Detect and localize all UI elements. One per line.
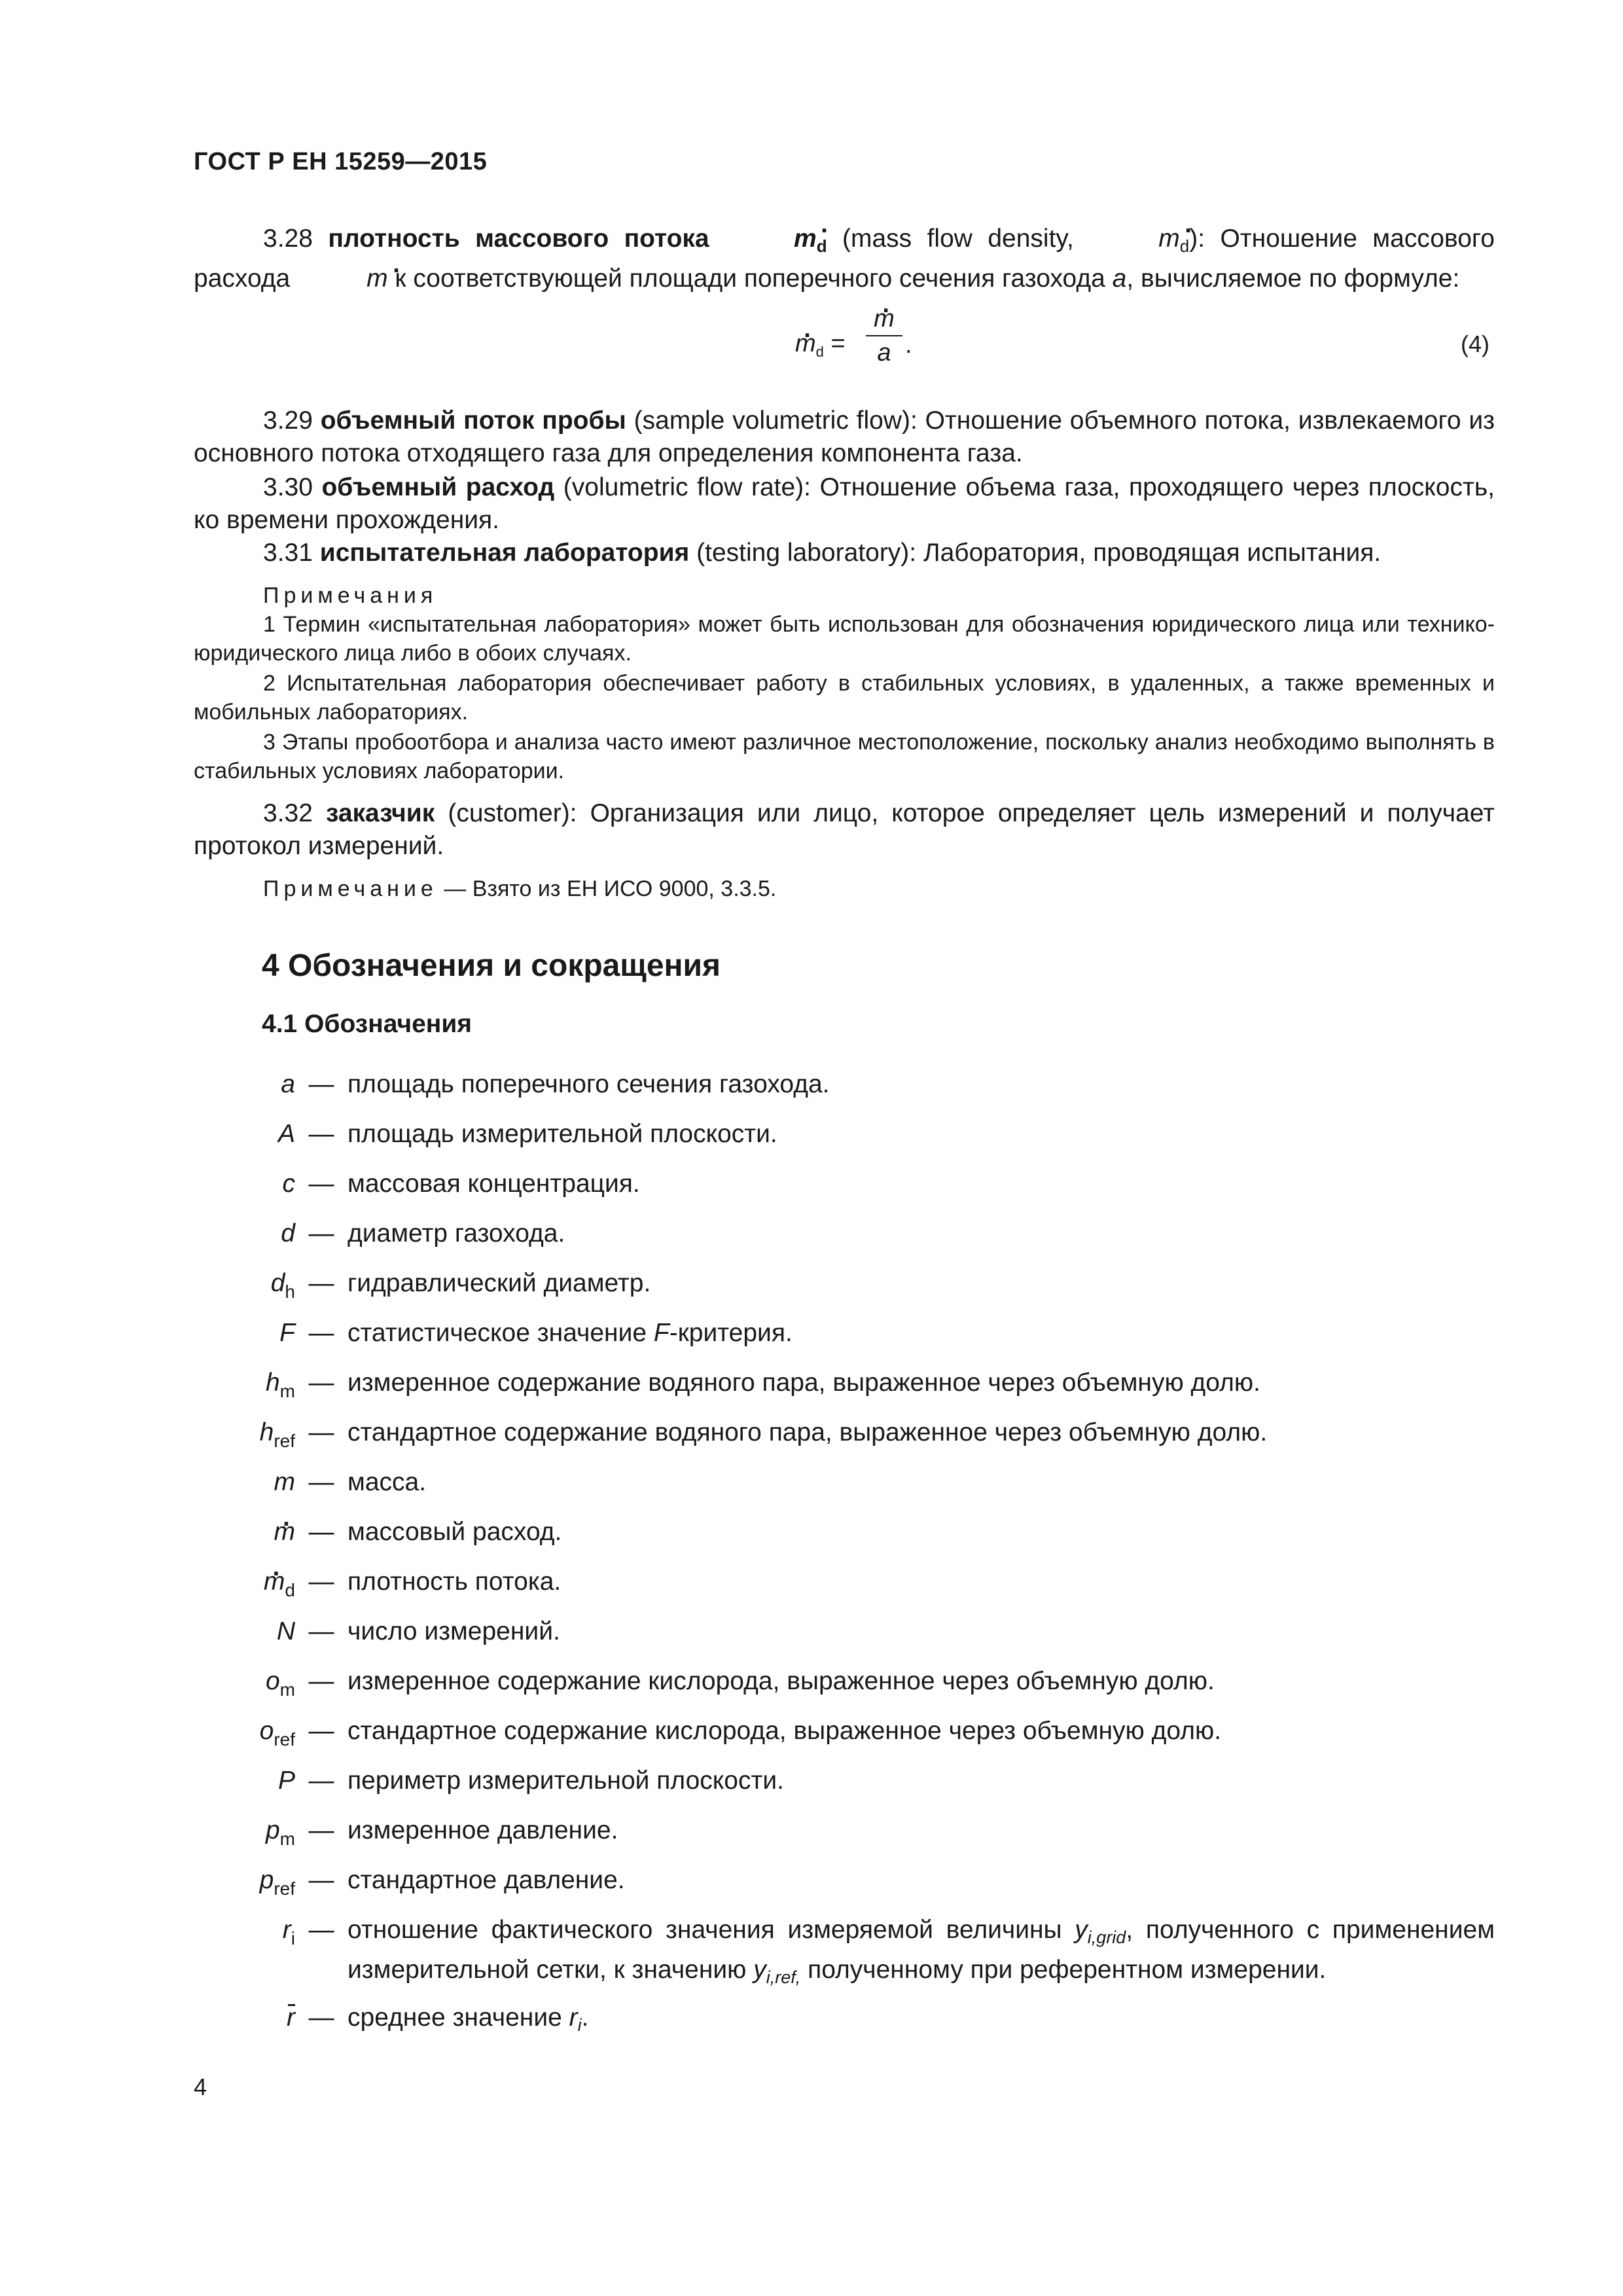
symbol-row-pm: $p_m$ — измеренное давление. <box>265 1816 618 1849</box>
symbol-row-pref: $p_{ref}$ — стандартное давление. <box>259 1866 625 1899</box>
formula-number: (4) <box>1461 331 1489 357</box>
formula-fraction: . m a <box>866 302 902 369</box>
symbol-row-oref: $o_{ref}$ — стандартное содержание кислорода, выраженное через объемную долю. <box>259 1717 1222 1749</box>
section-4-heading: 4 Обозначения и сокращения <box>262 948 721 983</box>
symbol-row-ri: $r_i$ — отношение фактического значения измеряемой величины $y_{i,grid}$, полученного с применением измерительной сетки, к значению $y_{i,ref,}$ полученному при референтном измерении. <box>282 1916 1495 1987</box>
notes-title: Примечания <box>263 583 438 608</box>
definition-3-28: 3.28 плотность массового потока . $m_d$ (mass flow density, . $m_d$): Отношение массового расхода . m к соответствующей площади поперечного сечения газохода a, вычисляемое по формуле: <box>194 223 1495 295</box>
definition-3-32: 3.32 заказчик (customer): Организация или лицо, которое определяет цель измерений и получает протокол измерений. <box>194 799 1495 860</box>
symbol-row-A: A — площадь измерительной плоскости. <box>277 1120 777 1148</box>
page-number: 4 <box>194 2073 207 2100</box>
symbol-row-F: F — статистическое значение F-критерия. <box>279 1319 793 1347</box>
definition-3-30: 3.30 объемный расход (volumetric flow rate): Отношение объема газа, проходящего через плоскость, ко времени прохождения. <box>194 473 1495 534</box>
definition-3-31: 3.31 испытательная лаборатория (testing laboratory): Лаборатория, проводящая испытания. <box>263 539 1382 567</box>
note-2: 2 Испытательная лаборатория обеспечивает работу в стабильных условиях, в удаленных, а также временных и мобильных лабораториях. <box>194 671 1495 725</box>
symbol-row-a: a — площадь поперечного сечения газохода. <box>281 1070 830 1098</box>
symbol-row-c: c — массовая концентрация. <box>282 1170 640 1198</box>
symbol-row-P: P — периметр измерительной плоскости. <box>277 1767 784 1795</box>
symbol-row-href: $h_{ref}$ — стандартное содержание водяного пара, выраженное через объемную долю. <box>259 1418 1268 1451</box>
symbol-row-hm: $h_m$ — измеренное содержание водяного пара, выраженное через объемную долю. <box>265 1369 1260 1401</box>
formula-lhs: . $m_d$ = <box>795 330 846 361</box>
formula-4: . $m_d$ = . m a . <box>795 302 926 381</box>
note-3: 3 Этапы пробоотбора и анализа часто имеют различное местоположение, поскольку анализ необходимо выполнять в стабильных условиях лаборатории. <box>194 730 1495 783</box>
symbol-row-N: N — число измерений. <box>276 1617 560 1645</box>
symbol-row-rbar: r — среднее значение $r_i$. <box>194 2001 1495 2041</box>
symbol-row-mdot: . m — массовый расход. <box>194 1516 1495 1555</box>
symbol-row-dh: $d_h$ — гидравлический диаметр. <box>270 1269 651 1302</box>
note-3-32: Примечание — Взято из ЕН ИСО 9000, 3.3.5. <box>263 876 777 901</box>
symbol-row-mdot-d: . $m_d$ — плотность потока. <box>194 1566 1495 1605</box>
definition-3-29: 3.29 объемный поток пробы (sample volumetric flow): Отношение объемного потока, извлекаемого из основного потока отходящего газа для определения компонента газа. <box>194 406 1495 467</box>
term: плотность массового потока . $m_d$ <box>328 224 827 253</box>
symbol-row-m: m — масса. <box>274 1468 427 1496</box>
subsection-4-1-heading: 4.1 Обозначения <box>262 1010 473 1038</box>
symbol-row-om: $o_m$ — измеренное содержание кислорода, выраженное через объемную долю. <box>265 1667 1215 1700</box>
document-header: ГОСТ Р ЕН 15259—2015 <box>194 148 488 175</box>
symbol-row-d: d — диаметр газохода. <box>281 1219 565 1247</box>
note-1: 1 Термин «испытательная лаборатория» может быть использован для обозначения юридического лица или технико-юридического лица либо в обоих случаях. <box>194 612 1495 666</box>
